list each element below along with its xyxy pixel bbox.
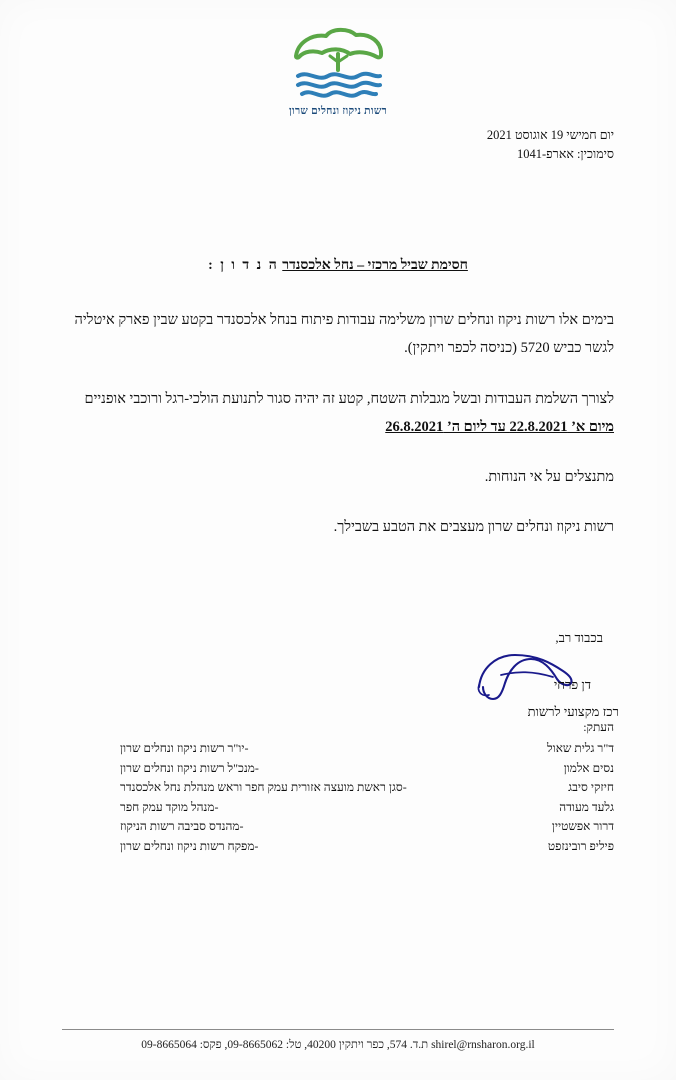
- body-paragraph-2: [62, 385, 614, 442]
- subject-line: [62, 258, 614, 274]
- body-paragraph-1: בימים אלו רשות ניקוז ונחלים שרון משלימה עבודות פיתוח בנחל אלכסנדר בקטע שבין פארק איטליה לגשר כביש 5720 (כניסה לכפר ויתקין).: [74, 312, 614, 357]
- document-footer: [62, 1029, 614, 1054]
- list-item: דרור אפשטיין: [551, 819, 614, 834]
- body-paragraph-4: רשות ניקוז ונחלים שרון מעצבים את הטבע בשבילך.: [333, 519, 614, 536]
- document-meta: [487, 126, 614, 164]
- tree-and-water-icon: [268, 26, 408, 104]
- cc-roles-column: [62, 739, 464, 856]
- footer-email: shirel@rnsharon.org.il: [431, 1038, 535, 1051]
- signature-regards: בכבוד רב,: [555, 630, 603, 645]
- reference-line: סימוכין: אארפ-1041: [516, 146, 614, 161]
- list-item: -מפקח רשות ניקוז ונחלים שרון: [120, 838, 259, 853]
- list-item: פיליפ רובינזפט: [547, 838, 614, 853]
- footer-address: ת.ד. 574, כפר ויתקין 40200, טל: 09-8665062, פקס: 09-8665064: [141, 1038, 429, 1051]
- list-item: -סגן ראשת מועצה אזורית עמק חפר וראש מנהלת נחל אלכסנדר: [120, 780, 407, 795]
- list-item: חיזקי סיבג: [568, 780, 614, 795]
- list-item: -מנכ"ל רשות ניקוז ונחלים שרון: [120, 760, 259, 775]
- cc-title: העתק:: [583, 720, 614, 734]
- footer-divider: [62, 1029, 614, 1030]
- list-item: ד"ר גלית שאול: [547, 741, 614, 756]
- signature-name: דן פרחי: [553, 676, 591, 692]
- logo-caption: רשות ניקוז ונחלים שרון: [288, 106, 388, 117]
- date-line: יום חמישי 19 אוגוסט 2021: [486, 128, 614, 142]
- list-item: נסים אלמון: [563, 760, 614, 775]
- cc-section: [62, 718, 614, 856]
- signature-block: [471, 628, 621, 722]
- list-item: -מהנדס סביבה רשות הניקוז: [120, 819, 244, 834]
- body-paragraph-3: מתנצלים על אי הנוחות.: [484, 469, 614, 486]
- body-paragraph-2-text: לצורך השלמת העבודות ובשל מגבלות השטח, קטע זה יהיה סגור לתנועת הולכי-רגל ורוכבי אופניים: [84, 390, 614, 407]
- signature-role: רכז מקצועי לרשות: [527, 703, 619, 719]
- footer-contact: [62, 1037, 614, 1054]
- cc-table: [62, 739, 614, 856]
- list-item: -מנהל מוקד עמק חפר: [120, 799, 219, 814]
- cc-names-column: [464, 739, 614, 856]
- list-item: גלעד מעודה: [559, 799, 614, 814]
- subject-label: ה נ ד ו ן :: [208, 258, 279, 273]
- organization-logo: [0, 26, 676, 117]
- closure-dates: מיום א’ 22.8.2021 עד ליום ה’ 26.8.2021: [385, 418, 614, 435]
- subject-title: חסימת שביל מרכזי – נחל אלכסנדר: [282, 258, 468, 273]
- list-item: -יו"ר רשות ניקוז ונחלים שרון: [120, 741, 249, 756]
- document-body: [62, 306, 614, 564]
